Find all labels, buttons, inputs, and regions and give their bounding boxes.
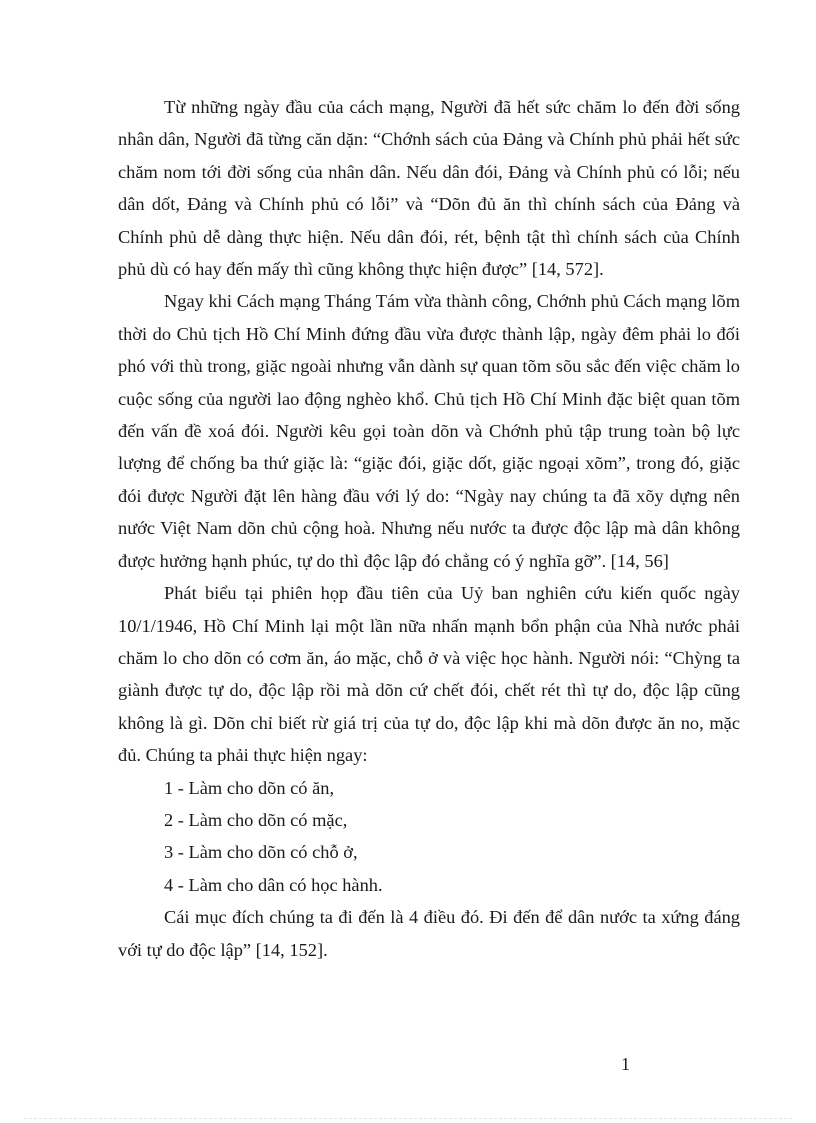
page-number: 1 bbox=[621, 1054, 630, 1074]
document-body bbox=[118, 91, 740, 966]
list-item-3: 3 - Làm cho dõn có chỗ ở, bbox=[164, 842, 358, 863]
page-bottom-divider bbox=[24, 1118, 792, 1119]
paragraph-1: Từ những ngày đầu của cách mạng, Người đã hết sức chăm lo đến đời sống nhân dân, Người đã từng căn dặn: “Chớnh sách của Đảng và Chính phủ phải hết sức chăm nom tới đời sống của nhân dân. Nếu dân đói, Đảng và Chính phủ có lỗi; nếu dân dốt, Đảng và Chính phủ có lỗi” và “Dõn đủ ăn thì chính sách của Đảng và Chính phủ dễ dàng thực hiện. Nếu dân đói, rét, bệnh tật thì chính sách của Chính phủ dù có hay đến mấy thì cũng không thực hiện được” [14, 572]. bbox=[118, 97, 740, 280]
closing-paragraph: Cái mục đích chúng ta đi đến là 4 điều đó. Đi đến để dân nước ta xứng đáng với tự do độc lập” [14, 152]. bbox=[118, 907, 740, 960]
list-item-2: 2 - Làm cho dõn có mặc, bbox=[164, 809, 348, 830]
list-item-1: 1 - Làm cho dõn có ăn, bbox=[164, 777, 335, 798]
paragraph-2: Ngay khi Cách mạng Tháng Tám vừa thành công, Chớnh phủ Cách mạng lõm thời do Chủ tịch Hồ Chí Minh đứng đầu vừa được thành lập, ngày đêm phải lo đối phó với thù trong, giặc ngoài nhưng vẫn dành sự quan tõm sõu sắc đến việc chăm lo cuộc sống của người lao động nghèo khổ. Chủ tịch Hồ Chí Minh đặc biệt quan tõm đến vấn đề xoá đói. Người kêu gọi toàn dõn và Chớnh phủ tập trung toàn bộ lực lượng để chống ba thứ giặc là: “giặc đói, giặc dốt, giặc ngoại xõm”, trong đó, giặc đói được Người đặt lên hàng đầu với lý do: “Ngày nay chúng ta đã xõy dựng nên nước Việt Nam dõn chủ cộng hoà. Nhưng nếu nước ta được độc lập mà dân không được hưởng hạnh phúc, tự do thì độc lập đó chẳng có ý nghĩa gỡ”. [14, 56] bbox=[118, 291, 740, 571]
list-item-4: 4 - Làm cho dân có học hành. bbox=[164, 874, 383, 895]
paragraph-3: Phát biểu tại phiên họp đầu tiên của Uỷ ban nghiên cứu kiến quốc ngày 10/1/1946, Hồ Chí Minh lại một lần nữa nhấn mạnh bổn phận của Nhà nước phải chăm lo cho dõn có cơm ăn, áo mặc, chỗ ở và việc học hành. Người nói: “Chỳng ta giành được tự do, độc lập rồi mà dõn cứ chết đói, chết rét thì tự do, độc lập cũng không là gì. Dõn chỉ biết rừ giá trị của tự do, độc lập khi mà dõn được ăn no, mặc đủ. Chúng ta phải thực hiện ngay: bbox=[118, 583, 740, 766]
